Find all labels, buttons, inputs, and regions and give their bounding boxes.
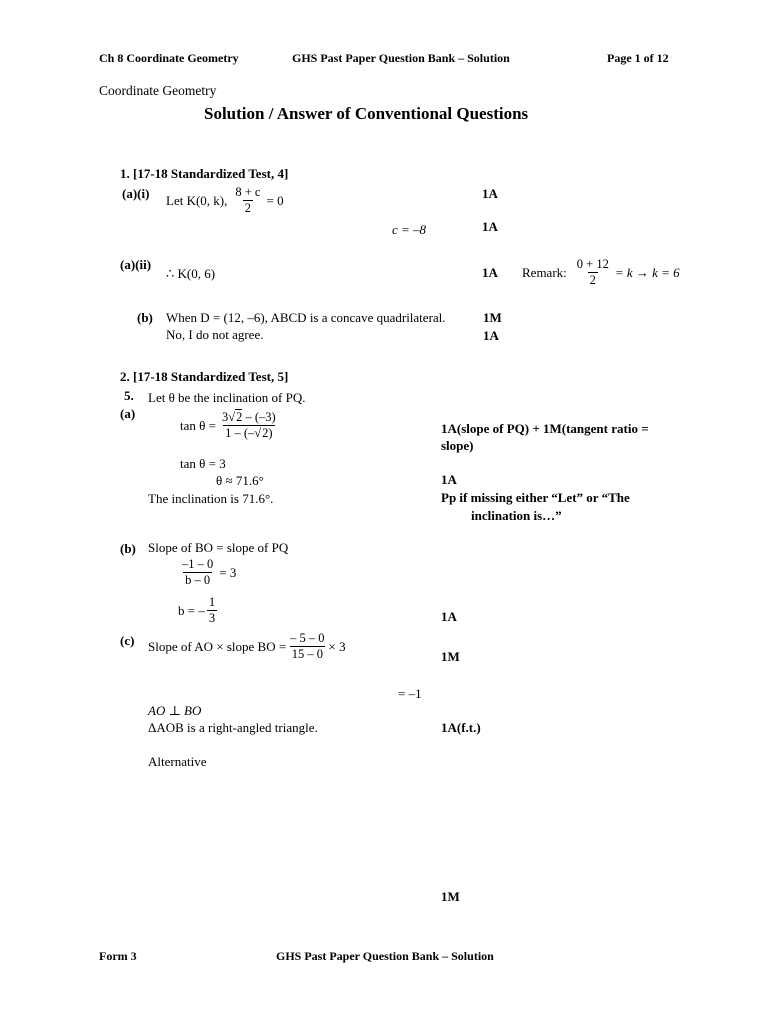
q2-a-tan-equation <box>180 411 280 439</box>
q2-a-mark2: 1A <box>441 472 457 487</box>
q2-c-mark2: 1A(f.t.) <box>441 720 481 735</box>
q2-c-fraction <box>288 632 326 660</box>
tan-fraction <box>220 411 278 439</box>
remark-num: 0 + 12 <box>576 257 609 271</box>
q2-b-result <box>178 596 219 624</box>
q1-b-mark1: 1M <box>483 310 502 325</box>
q2-c-label: (c) <box>120 633 135 648</box>
q2-a-mark1: 1A(slope of PQ) + 1M(tangent ratio = <box>441 421 649 436</box>
remark-label: Remark: <box>522 264 567 280</box>
topic-label: Coordinate Geometry <box>99 83 217 98</box>
q2-heading: 2. [17-18 Standardized Test, 5] <box>120 369 289 384</box>
tan-num-rad: 2 <box>236 410 243 424</box>
q2-c-mark1: 1M <box>441 649 460 664</box>
tan-num-b: – (–3) <box>242 410 276 424</box>
q2-b-res-num: 1 <box>208 595 216 609</box>
header-page-number: Page 1 of 12 <box>607 51 669 65</box>
q1-a-i-result: c = –8 <box>392 222 427 237</box>
tan-denominator: 1 – (–√2) <box>225 425 273 440</box>
q2-b-frac-eq: = 3 <box>219 564 237 580</box>
q2-b-fraction-eq <box>178 558 236 586</box>
q2-let: Let θ be the inclination of PQ. <box>148 390 306 405</box>
q2-pp-line2: inclination is…” <box>471 508 562 523</box>
q2-c-equation <box>148 632 346 660</box>
q2-perpendicular: AO ⊥ BO <box>148 703 202 718</box>
footer-form: Form 3 <box>99 949 137 963</box>
q1-a-i-eq: = 0 <box>266 192 284 208</box>
remark-den: 2 <box>589 272 596 287</box>
q1-b-mark2: 1A <box>483 328 499 343</box>
q2-inclination: The inclination is 71.6°. <box>148 491 274 506</box>
tan-numerator: 3√2 – (–3) <box>221 410 276 424</box>
q2-pp-line1: Pp if missing either “Let” or “The <box>441 490 630 505</box>
q2-tan3: tan θ = 3 <box>180 456 226 471</box>
q1-a-i-mark2: 1A <box>482 219 498 234</box>
tan-den-a: 1 – (– <box>225 425 255 440</box>
tan-den-rad: 2 <box>262 425 269 440</box>
tan-lhs: tan θ = <box>180 417 216 433</box>
q2-alt-mark: 1M <box>441 889 460 904</box>
header-title: GHS Past Paper Question Bank – Solution <box>292 51 510 65</box>
q2-triangle: ΔAOB is a right-angled triangle. <box>148 720 318 735</box>
q1-a-ii-label: (a)(ii) <box>120 257 152 272</box>
q2-b-fraction <box>180 558 215 586</box>
q2-b-line1: Slope of BO = slope of PQ <box>148 540 289 555</box>
remark-fraction <box>575 258 611 286</box>
q1-a-i-let: Let K(0, k), <box>166 192 228 208</box>
q1-a-i-frac-num: 8 + c <box>235 185 261 199</box>
q2-c-line: Slope of AO × slope BO = <box>148 638 287 654</box>
q1-remark <box>522 258 680 286</box>
q2-b-res-fraction <box>207 596 217 624</box>
q2-b-frac-num: –1 – 0 <box>182 557 214 571</box>
q2-c-num: – 5 – 0 <box>290 631 325 645</box>
q2-b-mark: 1A <box>441 609 457 624</box>
q1-b-line1: When D = (12, –6), ABCD is a concave quadrilateral. <box>166 310 446 325</box>
q1-a-ii-mark: 1A <box>482 265 498 280</box>
q1-a-ii-text: ∴ K(0, 6) <box>166 266 216 281</box>
q1-b-label: (b) <box>137 310 153 325</box>
q2-b-res-lhs: b = – <box>178 602 205 618</box>
q1-heading: 1. [17-18 Standardized Test, 4] <box>120 166 289 181</box>
q1-a-i-label: (a)(i) <box>122 186 150 201</box>
q2-c-tail: × 3 <box>328 638 346 654</box>
q2-theta: θ ≈ 71.6° <box>216 473 264 488</box>
footer-title: GHS Past Paper Question Bank – Solution <box>276 949 494 963</box>
q2-a-label: (a) <box>120 406 136 421</box>
header-chapter: Ch 8 Coordinate Geometry <box>99 51 239 65</box>
page-title: Solution / Answer of Conventional Questions <box>204 104 529 123</box>
q1-a-i-equation <box>166 186 284 214</box>
q2-b-label: (b) <box>120 541 136 556</box>
tan-num-a: 3 <box>221 410 229 424</box>
q2-alternative: Alternative <box>148 754 207 769</box>
q2-b-res-den: 3 <box>208 610 216 625</box>
q2-c-eq: = –1 <box>398 686 422 701</box>
q1-a-i-mark1: 1A <box>482 186 498 201</box>
q1-b-line2: No, I do not agree. <box>166 327 264 342</box>
q2-number: 5. <box>124 388 134 403</box>
remark-tail: = k → k = 6 <box>614 264 680 280</box>
q1-a-i-frac-den: 2 <box>244 200 252 215</box>
q2-c-den: 15 – 0 <box>291 646 323 661</box>
q2-b-frac-den: b – 0 <box>185 572 211 587</box>
q2-a-mark1b: slope) <box>441 438 474 453</box>
tan-den-b: ) <box>268 425 273 440</box>
q1-a-i-fraction <box>233 186 262 214</box>
